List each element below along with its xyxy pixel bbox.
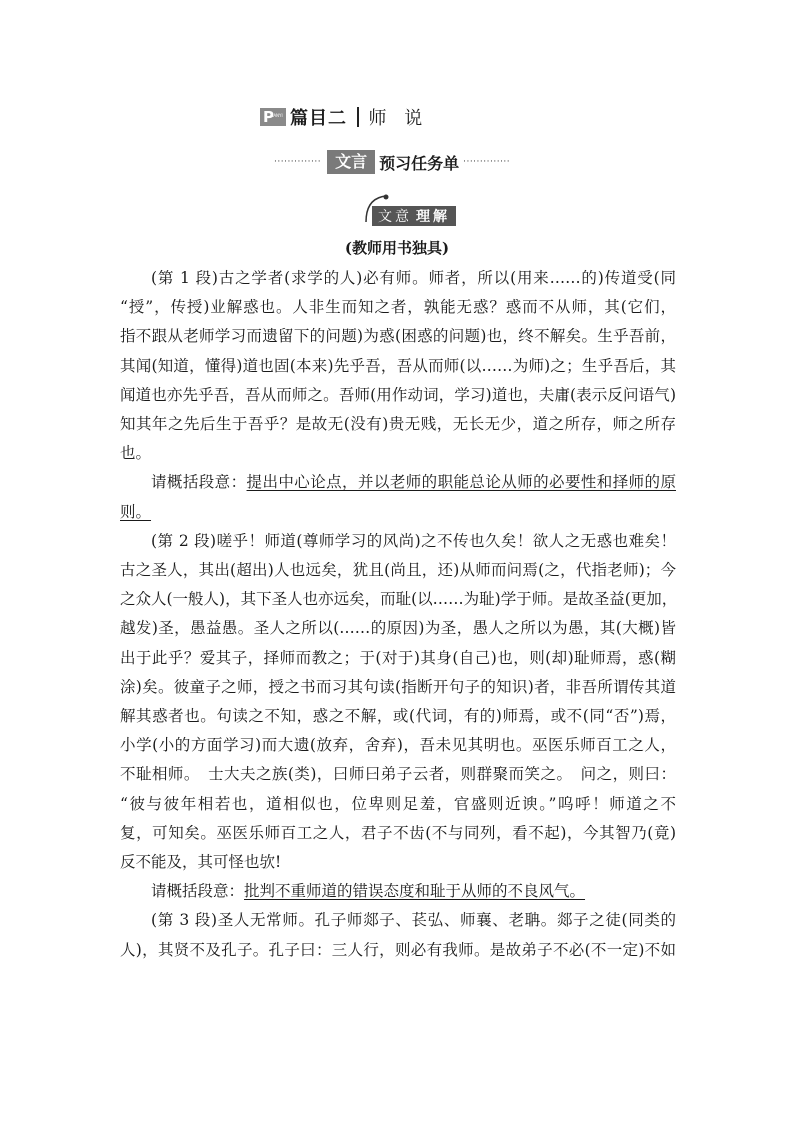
banner-tag: 文言 [327,150,375,174]
summary-answer: 批判不重师道的错误态度和耻于从师的不良风气。 [244,882,586,901]
brand-logo [260,108,286,126]
logo-letter: P [263,108,274,126]
title-divider [357,107,359,127]
section-label [372,206,456,226]
summary-answer: 提出中心论点，并以老师的职能总论从师的必要性和择师的原 [246,473,676,492]
logo-small-text: LANYI [271,113,283,118]
text-line: 也。 [120,444,152,463]
text-line: 之众人(一般人)，其下圣人也亦远矣，而耻(以……为耻)学于师。是故圣益(更加， [120,590,678,609]
text-line: 指不跟从老师学习而遗留下的问题)为惑(困惑的问题)也，终不解矣。生乎吾前， [120,327,676,346]
summary-1-cont [120,498,676,527]
text-line: “彼与彼年相若也，道相似也，位卑则足羞，官盛则近谀。”呜呼！师道之不 [120,794,676,813]
section-label-b: 理解 [416,209,450,225]
summary-label: 请概括段意： [151,882,245,901]
text-line: (第 2 段)嗟乎！师道(尊师学习的风尚)之不传也久矣！欲人之无惑也难矣！ [151,531,676,550]
summary-answer-cont: 则。 [120,502,152,521]
text-line: 其闻(知道，懂得)道也固(本来)先乎吾，吾从而师(以……为师)之；生乎吾后，其 [120,356,676,375]
text-line: 闻道也亦先乎吾，吾从而师之。吾师(用作动词，学习)道也，夫庸(表示反问语气) [120,385,676,404]
text-line: 越发)圣，愚益愚。圣人之所以(……的原因)为圣，愚人之所以为愚，其(大概)皆 [120,619,676,638]
text-line: (第 1 段)古之学者(求学的人)必有师。师者，所以(用来……的)传道受(同 [151,269,676,287]
text-line: (第 3 段)圣人无常师。孔子师郯子、苌弘、师襄、老聃。郯子之徒(同类的 [151,911,676,930]
text-line: 反不能及，其可怪也欤! [120,853,282,872]
section-label-a: 文意 [378,209,412,225]
article-body [120,264,676,965]
teacher-note: (教师用书独具) [344,239,450,257]
banner-title: 预习任务单 [379,153,460,173]
summary-2 [120,877,676,906]
chapter-title: 篇目二 [290,108,347,129]
text-line: 古之圣人，其出(超出)人也远矣，犹且(尚且，还)从师而问焉(之，代指老师)；今 [120,561,676,580]
banner-dots-left: ·············· [274,157,322,167]
text-line: 复，可知矣。巫医乐师百工之人，君子不齿(不与同列，看不起)，今其智乃(竟) [120,823,676,842]
text-line: 知其年之先后生于吾乎？是故无(没有)贵无贱，无长无少，道之所存，师之所存 [120,415,676,434]
text-line: 小学(小的方面学习)而大遗(放弃，舍弃)，吾未见其明也。巫医乐师百工之人， [120,736,676,755]
task-banner [274,150,510,174]
section-badge [362,192,462,228]
text-line: 人)，其贤不及孔子。孔子曰：三人行，则必有我师。是故弟子不必(不一定)不如 [120,940,676,959]
text-line: 出于此乎？爱其子，择师而教之；于(对于)其身(自己)也，则(却)耻师焉，惑(糊 [120,648,676,667]
text-line: 解其惑者也。句读之不知，惑之不解，或(代词，有的)师焉，或不(同“否”)焉， [120,707,676,726]
banner-dots-right: ·············· [463,157,511,167]
chapter-subtitle: 师 说 [368,108,429,129]
summary-1 [120,468,676,497]
summary-label: 请概括段意： [151,473,247,492]
text-line: 不耻相师。 士大夫之族(类)，曰师曰弟子云者，则群聚而笑之。 问之，则曰： [120,765,676,784]
text-line: 涂)矣。彼童子之师，授之书而习其句读(指断开句子的知识)者，非吾所谓传其道 [120,677,676,696]
text-line: “授”，传授)业解惑也。人非生而知之者，孰能无惑？惑而不从师，其(它们， [120,298,676,317]
chapter-header [260,106,428,128]
